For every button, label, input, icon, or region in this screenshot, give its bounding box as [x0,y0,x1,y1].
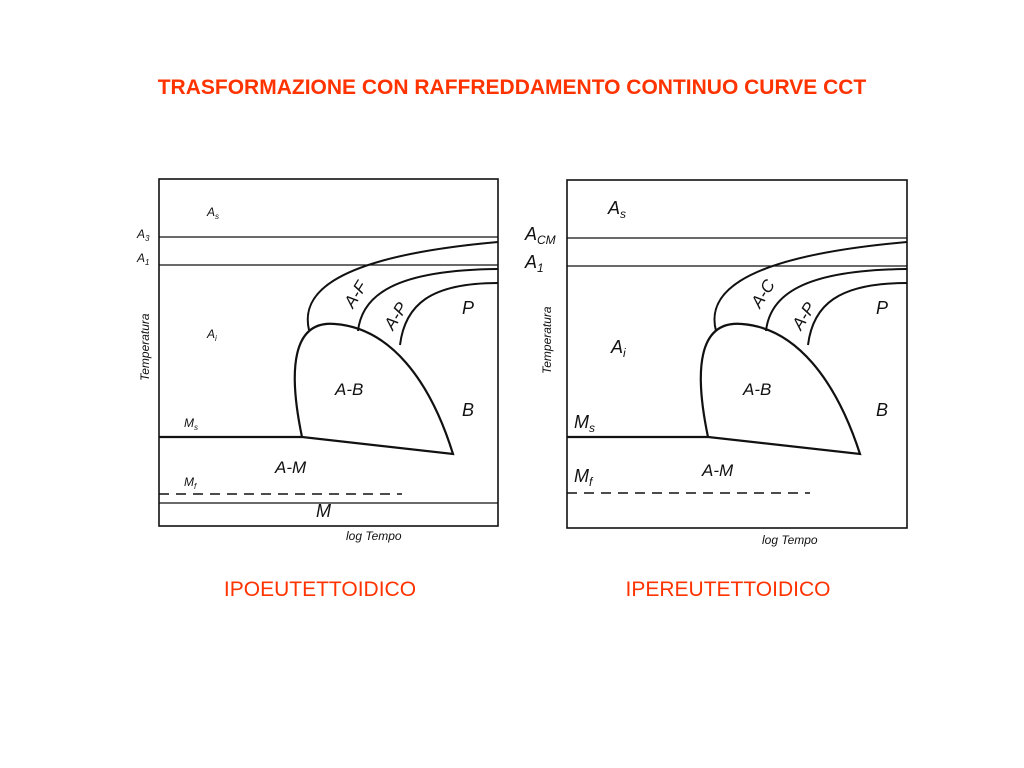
left-bainite-nose [295,324,453,454]
right-ms-label: $M_s$ [574,412,595,435]
right-ylabel: Temperatura [540,306,554,374]
left-labels [136,205,474,543]
left-ai-label: $A_i$ [207,327,217,343]
left-mf-label: $M_f$ [184,475,197,491]
right-am-label: A-M [702,461,734,480]
left-a3-label: $A_3$ [137,227,150,243]
left-ms-label: $M_s$ [184,416,198,432]
left-diagram [159,179,498,526]
left-b-label: B [462,400,475,420]
right-ap-label: A-P [788,299,820,334]
right-mf-label: $M_f$ [574,466,593,489]
right-pearlite-finish-curve [808,283,907,345]
left-p-label: P [462,298,475,318]
right-ab-label: A-B [743,380,772,399]
left-a1-label: $A_1$ [137,251,150,267]
left-ab-label: A-B [335,380,364,399]
left-xlabel: log Tempo [346,529,402,543]
left-frame [159,179,498,526]
right-as-label: $A_s$ [608,198,627,221]
right-p-label: P [876,298,889,318]
slide-title: TRASFORMAZIONE CON RAFFREDDAMENTO CONTINUO CURVE CCT [157,76,867,99]
left-caption: IPOEUTETTOIDICO [223,578,417,601]
left-as-label: $A_s$ [207,205,220,221]
left-am-label: A-M [275,458,307,477]
right-acm-label: $A_{CM}$ [525,224,556,247]
left-m-label: M [316,501,331,521]
left-ap-label: A-P [380,299,412,334]
right-ac-label: A-C [747,276,779,312]
right-bainite-nose [701,324,860,454]
right-ai-label: $A_i$ [611,337,626,360]
left-pearlite-finish-curve [400,283,498,345]
right-xlabel: log Tempo [762,533,818,547]
left-pearlite-start-curve [358,269,498,331]
right-b-label: B [876,400,889,420]
left-ylabel: Temperatura [138,313,152,381]
right-caption: IPEREUTETTOIDICO [625,578,831,601]
left-af-label: A-F [340,277,371,312]
right-a1-label: $A_1$ [525,252,544,275]
